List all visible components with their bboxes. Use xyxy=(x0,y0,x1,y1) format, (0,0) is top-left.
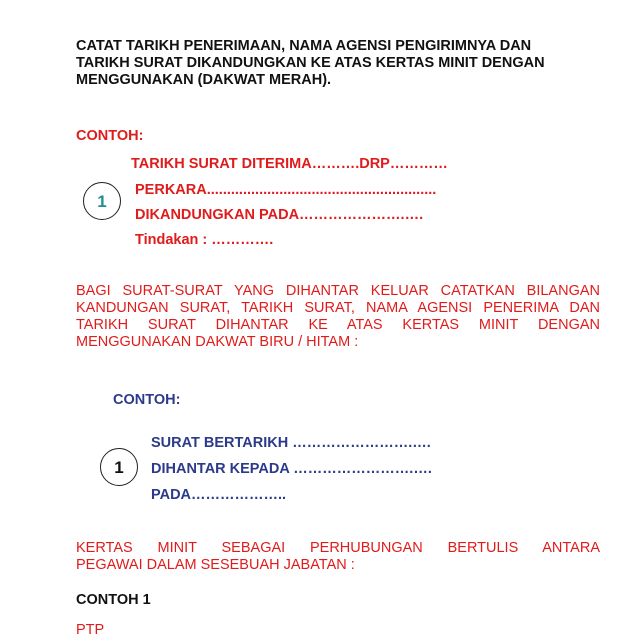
example1-number: 1 xyxy=(97,191,107,211)
intro-paragraph xyxy=(76,38,596,89)
intro-line: CATAT TARIKH PENERIMAAN, NAMA AGENSI PENGIRIMNYA DAN xyxy=(76,38,532,54)
example1-line-received: TARIKH SURAT DITERIMA……….DRP………… xyxy=(131,156,448,172)
minit-paragraph xyxy=(76,540,600,574)
outgoing-line: TARIKH SURAT DIHANTAR KE ATAS KERTAS MINIT DENGAN xyxy=(76,317,600,333)
example2-line-sent-to: DIHANTAR KEPADA …………………….…. xyxy=(151,461,432,477)
example1-line-action: Tindakan : …………. xyxy=(135,232,274,248)
outgoing-line: KANDUNGAN SURAT, TARIKH SURAT, NAMA AGENSI PENERIMA DAN xyxy=(76,300,600,316)
example2-line-on: PADA……………….. xyxy=(151,487,287,503)
example2-number-circle xyxy=(100,448,138,486)
example2-line-dated: SURAT BERTARIKH …………………….…. xyxy=(151,435,431,451)
example1-number-circle xyxy=(83,182,121,220)
outgoing-line: BAGI SURAT-SURAT YANG DIHANTAR KELUAR CATATKAN BILANGAN xyxy=(76,283,600,299)
example3-heading: CONTOH 1 xyxy=(76,592,151,608)
example2-number: 1 xyxy=(114,457,124,477)
example1-heading: CONTOH: xyxy=(76,128,144,144)
example1-line-contained: DIKANDUNGKAN PADA………………….…. xyxy=(135,207,424,223)
example2-heading: CONTOH: xyxy=(113,392,181,408)
intro-line: MENGGUNAKAN (DAKWAT MERAH). xyxy=(76,72,332,88)
example1-line-subject: PERKARA......................................................... xyxy=(135,182,437,198)
intro-line: TARIKH SURAT DIKANDUNGKAN KE ATAS KERTAS MINIT DENGAN xyxy=(76,55,545,71)
minit-line: KERTAS MINIT SEBAGAI PERHUBUNGAN BERTULIS ANTARA xyxy=(76,540,600,556)
minit-line: PEGAWAI DALAM SESEBUAH JABATAN : xyxy=(76,557,355,573)
example3-partial-text: PTP xyxy=(76,622,105,638)
outgoing-paragraph xyxy=(76,283,600,351)
outgoing-line: MENGGUNAKAN DAKWAT BIRU / HITAM : xyxy=(76,334,359,350)
